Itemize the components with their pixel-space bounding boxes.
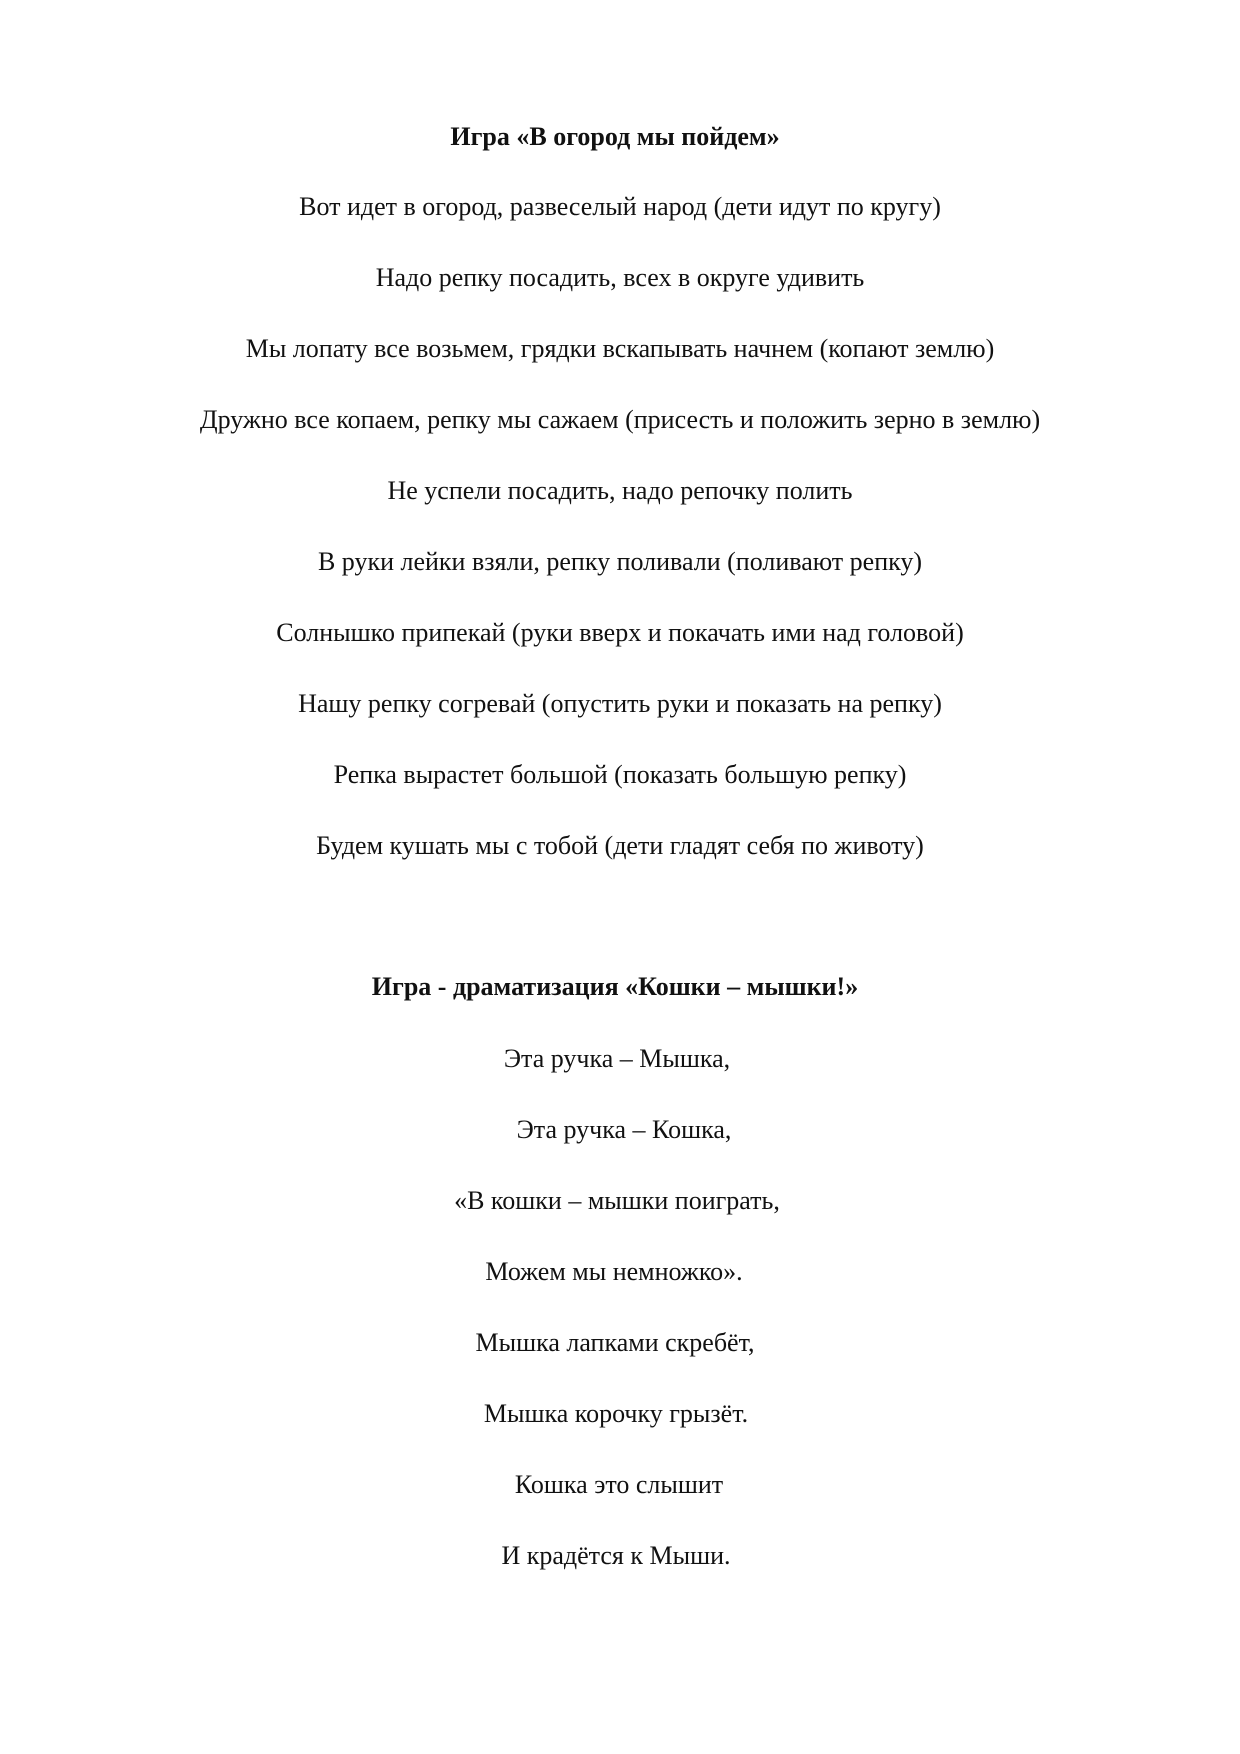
poem-1-line: Мы лопату все возьмем, грядки вскапывать начнем (копают землю) — [245, 334, 995, 363]
poem-2-line: Эта ручка – Кошка, — [516, 1115, 732, 1144]
poem-1-line: В руки лейки взяли, репку поливали (поливают репку) — [317, 547, 923, 576]
poem-2-line: Можем мы немножко». — [485, 1257, 743, 1286]
poem-1-line: Дружно все копаем, репку мы сажаем (присесть и положить зерно в землю) — [199, 405, 1041, 434]
poem-1-line: Не успели посадить, надо репочку полить — [387, 476, 853, 505]
poem-2-line: И крадётся к Мыши. — [501, 1541, 731, 1570]
section-2-heading: Игра - драматизация «Кошки – мышки!» — [371, 972, 859, 1001]
poem-2-line: Мышка корочку грызёт. — [483, 1399, 749, 1428]
poem-2-line: Кошка это слышит — [514, 1470, 724, 1499]
poem-1-line: Надо репку посадить, всех в округе удивить — [375, 263, 865, 292]
poem-1-line: Нашу репку согревай (опустить руки и показать на репку) — [298, 689, 942, 718]
poem-2-line: «В кошки – мышки поиграть, — [454, 1186, 780, 1215]
poem-1-line: Вот идет в огород, развеселый народ (дети идут по кругу) — [299, 192, 941, 221]
section-1-heading: Игра «В огород мы пойдем» — [450, 122, 780, 151]
poem-1-line: Солнышко припекай (руки вверх и покачать ими над головой) — [276, 618, 964, 647]
poem-2-line: Мышка лапками скребёт, — [475, 1328, 755, 1357]
poem-1-line: Будем кушать мы с тобой (дети гладят себя по животу) — [316, 831, 924, 860]
poem-1-line: Репка вырастет большой (показать большую репку) — [333, 760, 907, 789]
poem-2-line: Эта ручка – Мышка, — [503, 1044, 731, 1073]
